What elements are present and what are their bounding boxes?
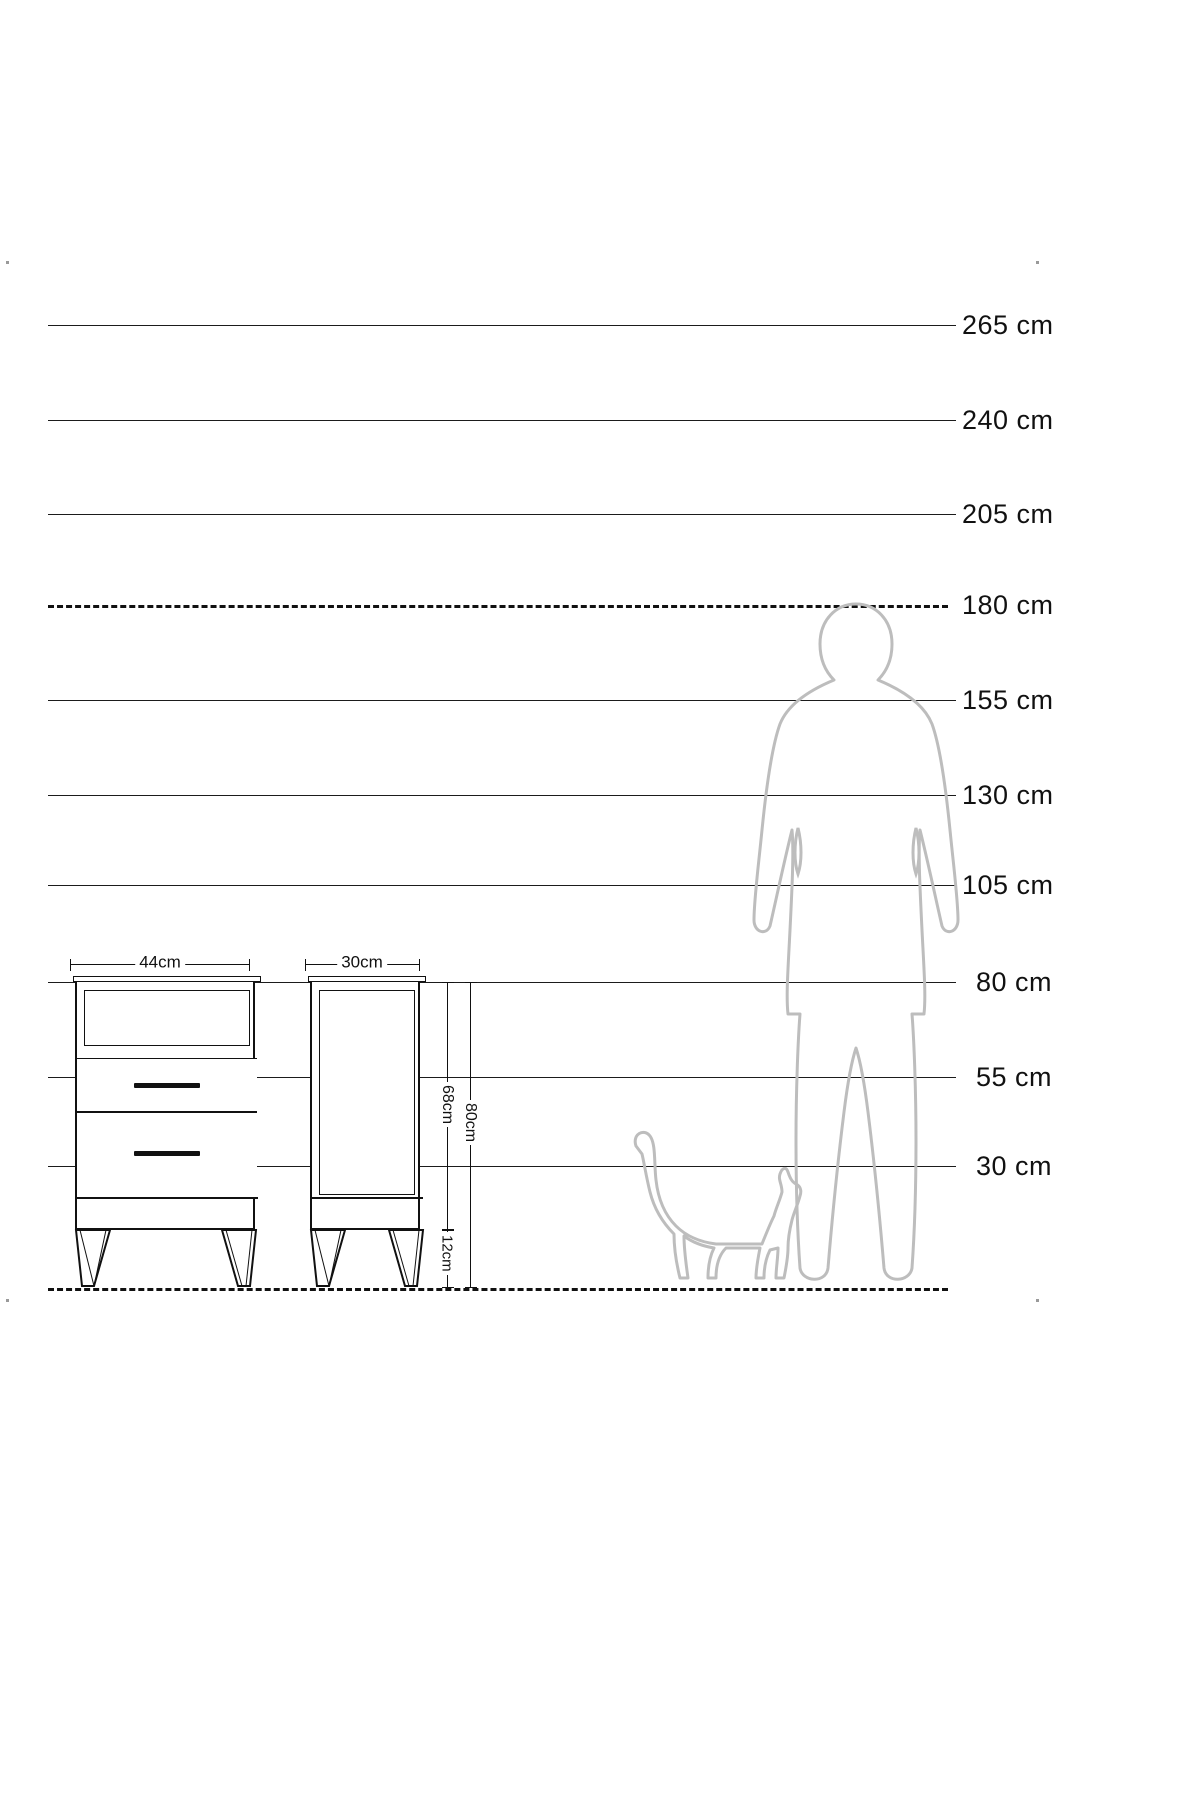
corner-mark-top-right (1036, 261, 1039, 264)
scale-tick-205 (938, 514, 956, 515)
nightstand-drawer-lower (77, 1112, 257, 1198)
scale-label-265: 265 cm (962, 310, 1054, 340)
scale-line-240 (48, 420, 938, 421)
nightstand-legs (70, 1228, 265, 1290)
corner-mark-bottom-right (1036, 1299, 1039, 1302)
nightstand-44cm (75, 980, 255, 1230)
scale-label-205: 205 cm (962, 499, 1054, 529)
dimension-cabinet-width-label: 30cm (337, 952, 387, 972)
cabinet-legs (305, 1228, 430, 1290)
scale-label-105: 105 cm (962, 870, 1054, 900)
scale-label-30: 30 cm (976, 1151, 1053, 1181)
nightstand-base-line (76, 1197, 258, 1199)
scale-label-240: 240 cm (962, 405, 1054, 435)
dimension-leg-height-label: 12cm (439, 1232, 456, 1275)
man-silhouette (740, 600, 970, 1290)
dimension-inner-height-label: 68cm (438, 1082, 456, 1127)
scale-label-80: 80 cm (976, 967, 1053, 997)
corner-mark-bottom-left (6, 1299, 9, 1302)
drawer-handle-icon (134, 1151, 200, 1156)
cabinet-door-panel (319, 990, 415, 1195)
nightstand-top-rail (73, 976, 261, 982)
cabinet-top-rail (308, 976, 426, 982)
scale-label-180: 180 cm (962, 590, 1054, 620)
corner-mark-top-left (6, 261, 9, 264)
scale-label-130: 130 cm (962, 780, 1054, 810)
scale-tick-265 (938, 325, 956, 326)
drawer-handle-icon (134, 1083, 200, 1088)
scale-label-155: 155 cm (962, 685, 1054, 715)
cabinet-base-line (311, 1197, 423, 1199)
nightstand-open-niche (84, 990, 250, 1046)
cabinet-30cm (310, 980, 420, 1230)
scale-line-205 (48, 514, 938, 515)
scale-label-55: 55 cm (976, 1062, 1053, 1092)
scale-line-265 (48, 325, 938, 326)
dimension-nightstand-width-label: 44cm (135, 952, 185, 972)
dimension-total-height-label: 80cm (461, 1100, 479, 1145)
nightstand-drawer-upper (77, 1058, 257, 1112)
scale-tick-240 (938, 420, 956, 421)
